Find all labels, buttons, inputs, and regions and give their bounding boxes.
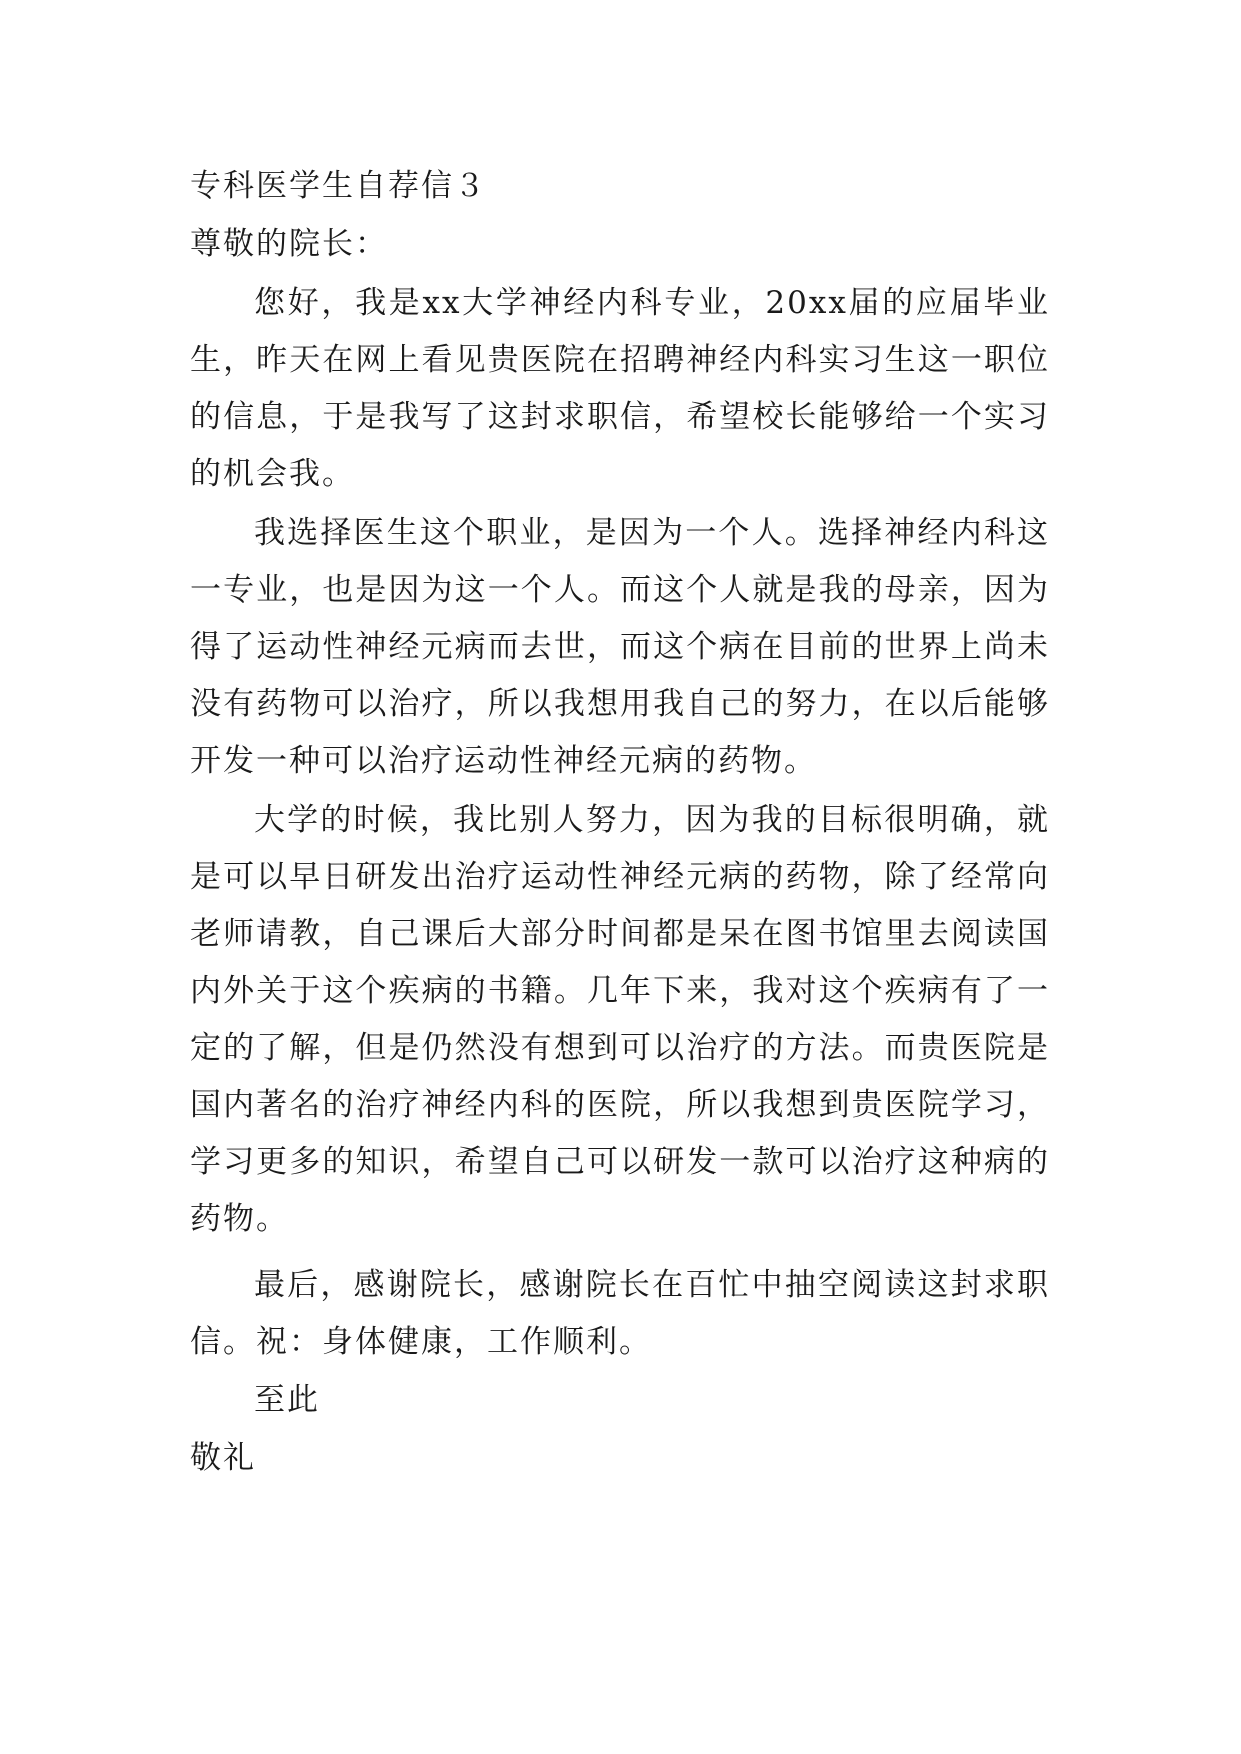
- regards-line: 敬礼: [190, 1440, 256, 1476]
- document-title: 专科医学生自荐信３: [190, 168, 487, 204]
- body-paragraph-2: 我选择医生这个职业，是因为一个人。选择神经内科这一专业，也是因为这一个人。而这个人就是我的母亲，因为得了运动性神经元病而去世，而这个病在目前的世界上尚未没有药物可以治疗，所以我想用我自己的努力，在以后能够开发一种可以治疗运动性神经元病的药物。: [190, 515, 1050, 779]
- body-paragraph-3: 大学的时候，我比别人努力，因为我的目标很明确，就是可以早日研发出治疗运动性神经元病的药物，除了经常向老师请教，自己课后大部分时间都是呆在图书馆里去阅读国内外关于这个疾病的书籍。几年下来，我对这个疾病有了一定的了解，但是仍然没有想到可以治疗的方法。而贵医院是国内著名的治疗神经内科的医院，所以我想到贵医院学习，学习更多的知识，希望自己可以研发一款可以治疗这种病的药物。: [190, 802, 1050, 1237]
- salutation: 尊敬的院长：: [190, 226, 388, 262]
- body-paragraph-1: 您好，我是xx大学神经内科专业，20xx届的应届毕业生，昨天在网上看见贵医院在招聘神经内科实习生这一职位的信息，于是我写了这封求职信，希望校长能够给一个实习的机会我。: [190, 285, 1050, 492]
- body-paragraph-4: 最后，感谢院长，感谢院长在百忙中抽空阅读这封求职信。祝：身体健康，工作顺利。: [190, 1267, 1050, 1360]
- closing-line: 至此: [254, 1382, 320, 1418]
